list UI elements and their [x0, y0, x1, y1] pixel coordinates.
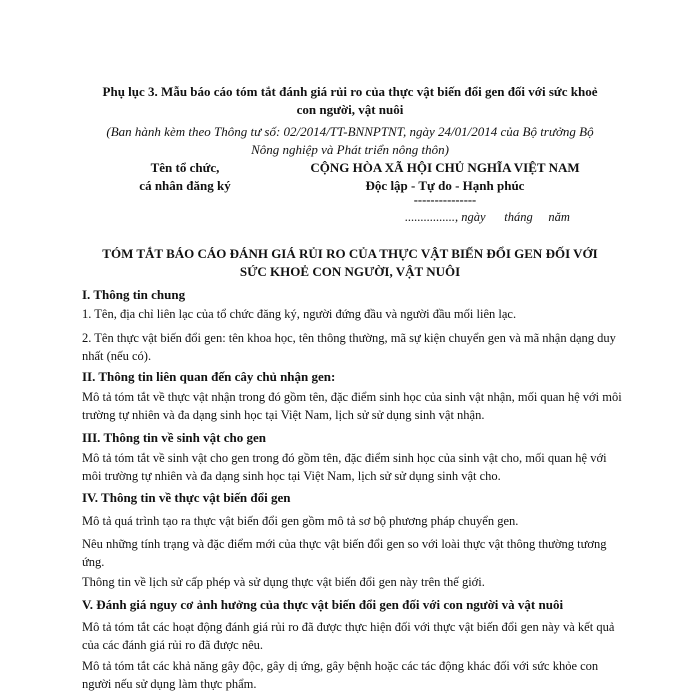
section-paragraph: Mô tả tóm tắt về sinh vật cho gen trong đó gồm tên, đặc điểm sinh học của sinh vật cho, mối quan hệ với môi trường tự nhiên và đa dạng sinh học tại Việt Nam, lịch sử sử dụng sinh vật cho. [82, 451, 607, 483]
section-paragraph: 1. Tên, địa chỉ liên lạc của tổ chức đăng ký, người đứng đầu và người đầu mối liên lạc. [82, 307, 517, 321]
nation-motto: Độc lập - Tự do - Hạnh phúc [365, 178, 525, 193]
section-heading: III. Thông tin về sinh vật cho gen [82, 430, 266, 445]
org-name-line2: cá nhân đăng ký [139, 178, 231, 193]
report-title-line1: TÓM TẮT BÁO CÁO ĐÁNH GIÁ RỦI RO CỦA THỰC VẬT BIẾN ĐỔI GEN ĐỐI VỚI [102, 246, 598, 261]
header-separator: --------------- [413, 193, 477, 207]
section-paragraph: Mô tả tóm tắt các khả năng gây độc, gây dị ứng, gây bệnh hoặc các tác động khác đối với sức khỏe con người nếu sử dụng làm thực phẩm. [82, 659, 599, 691]
section-paragraph: Mô tả tóm tắt các hoạt động đánh giá rủi ro đã được thực hiện đối với thực vật biến đổi gen này và kết quả của các đánh giá rủi ro đã được nêu. [82, 620, 615, 652]
issued-note-line1: (Ban hành kèm theo Thông tư số: 02/2014/TT-BNNPTNT, ngày 24/01/2014 của Bộ trưởng Bộ [106, 124, 594, 139]
section-heading: I. Thông tin chung [82, 287, 186, 302]
issued-note-line2: Nông nghiệp và Phát triển nông thôn) [251, 142, 449, 157]
section-paragraph: Mô tả quá trình tạo ra thực vật biến đổi gen gồm mô tả sơ bộ phương pháp chuyển gen. [82, 514, 519, 528]
section-heading: II. Thông tin liên quan đến cây chủ nhận gen: [82, 369, 336, 384]
org-name-line1: Tên tổ chức, [150, 160, 220, 175]
annex-title-line2: con người, vật nuôi [296, 102, 404, 117]
section-heading: V. Đánh giá nguy cơ ảnh hưởng của thực vật biến đổi gen đối với con người và vật nuôi [82, 597, 564, 612]
section-paragraph: 2. Tên thực vật biến đổi gen: tên khoa học, tên thông thường, mã sự kiện chuyển gen và mã nhận dạng duy nhất (nếu có). [82, 331, 616, 363]
section-paragraph: Mô tả tóm tắt về thực vật nhận trong đó gồm tên, đặc điểm sinh học của sinh vật nhận, mối quan hệ với môi trường tự nhiên và đa dạng sinh học tại Việt Nam, lịch sử sử dụng sinh vật nhận. [82, 390, 622, 422]
report-title-line2: SỨC KHOẺ CON NGƯỜI, VẬT NUÔI [239, 264, 461, 279]
section-heading: IV. Thông tin về thực vật biến đổi gen [82, 490, 291, 505]
section-paragraph: Thông tin về lịch sử cấp phép và sử dụng thực vật biến đổi gen này trên thế giới. [82, 575, 485, 589]
annex-title-line1: Phụ lục 3. Mẫu báo cáo tóm tắt đánh giá rủi ro của thực vật biến đổi gen đối với sức khoẻ [102, 84, 598, 99]
nation-name: CỘNG HÒA XÃ HỘI CHỦ NGHĨA VIỆT NAM [310, 160, 580, 175]
date-line: ................, ngày tháng năm [405, 210, 570, 224]
section-paragraph: Nêu những tính trạng và đặc điểm mới của thực vật biến đổi gen so với loài thực vật thông thường tương ứng. [82, 537, 607, 569]
